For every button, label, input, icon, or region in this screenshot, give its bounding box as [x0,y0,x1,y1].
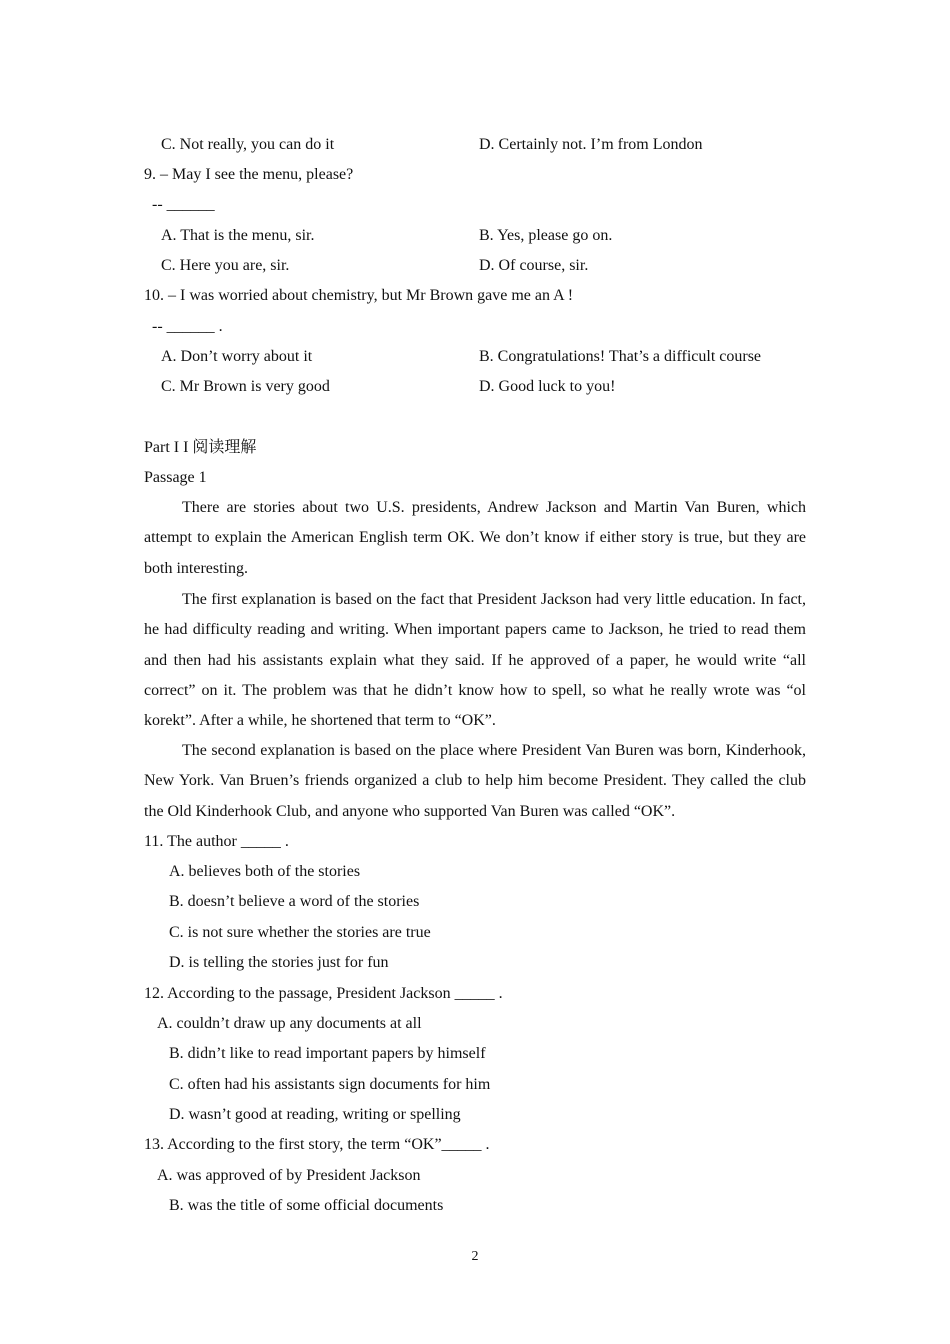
q10-option-b: B. Congratulations! That’s a difficult course [479,348,762,365]
q13-option-b: B. was the title of some official documents [169,1197,444,1214]
q10-stem: 10. – I was worried about chemistry, but Mr Brown gave me an A ! [144,287,574,304]
q10-option-d: D. Good luck to you! [479,378,616,395]
part2-heading: Part I I 阅读理解 [144,439,257,456]
q9-stem: 9. – May I see the menu, please? [144,166,354,183]
q10-option-a: A. Don’t worry about it [161,348,313,365]
q12-stem: 12. According to the passage, President Jackson _____ . [144,985,503,1002]
passage-paragraph-1: There are stories about two U.S. presidents, Andrew Jackson and Martin Van Buren, which attempt to explain the American English term OK. We don’t know if either story is true, but they are both interesting. [144,499,806,577]
q9-option-d: D. Of course, sir. [479,257,589,274]
q9-option-c: C. Here you are, sir. [161,257,290,274]
q8-option-c: C. Not really, you can do it [161,136,335,153]
passage-paragraph-2: The first explanation is based on the fact that President Jackson had very little education. In fact, he had difficulty reading and writing. When important papers came to Jackson, he tried to read them and then had his assistants explain what they said. If he approved of a paper, he would write “all correct” on it. The problem was that he didn’t know how to spell, so what he really wrote was “ol korekt”. After a while, he shortened that term to “OK”. [144,591,806,730]
passage-title: Passage 1 [144,469,207,486]
q12-option-c: C. often had his assistants sign documents for him [169,1076,491,1093]
q13-option-a: A. was approved of by President Jackson [157,1167,421,1184]
q9-option-b: B. Yes, please go on. [479,227,613,244]
q12-option-d: D. wasn’t good at reading, writing or spelling [169,1106,461,1123]
q12-option-a: A. couldn’t draw up any documents at all [157,1015,422,1032]
q11-option-a: A. believes both of the stories [169,863,361,880]
q12-option-b: B. didn’t like to read important papers by himself [169,1045,486,1062]
page-number: 2 [471,1249,479,1264]
passage-paragraph-3: The second explanation is based on the place where President Van Buren was born, Kinderhook, New York. Van Bruen’s friends organized a club to help him become President. They called the club the Old Kinderhook Club, and anyone who supported Van Buren was called “OK”. [144,742,806,820]
q9-reply: -- ______ [152,196,215,213]
q10-reply: -- ______ . [152,318,223,335]
q11-option-d: D. is telling the stories just for fun [169,954,389,971]
q8-option-d: D. Certainly not. I’m from London [479,136,703,153]
q11-stem: 11. The author _____ . [144,833,289,850]
q11-option-c: C. is not sure whether the stories are true [169,924,431,941]
q11-option-b: B. doesn’t believe a word of the stories [169,893,420,910]
q13-stem: 13. According to the first story, the term “OK”_____ . [144,1136,490,1153]
q9-option-a: A. That is the menu, sir. [161,227,315,244]
q10-option-c: C. Mr Brown is very good [161,378,330,395]
